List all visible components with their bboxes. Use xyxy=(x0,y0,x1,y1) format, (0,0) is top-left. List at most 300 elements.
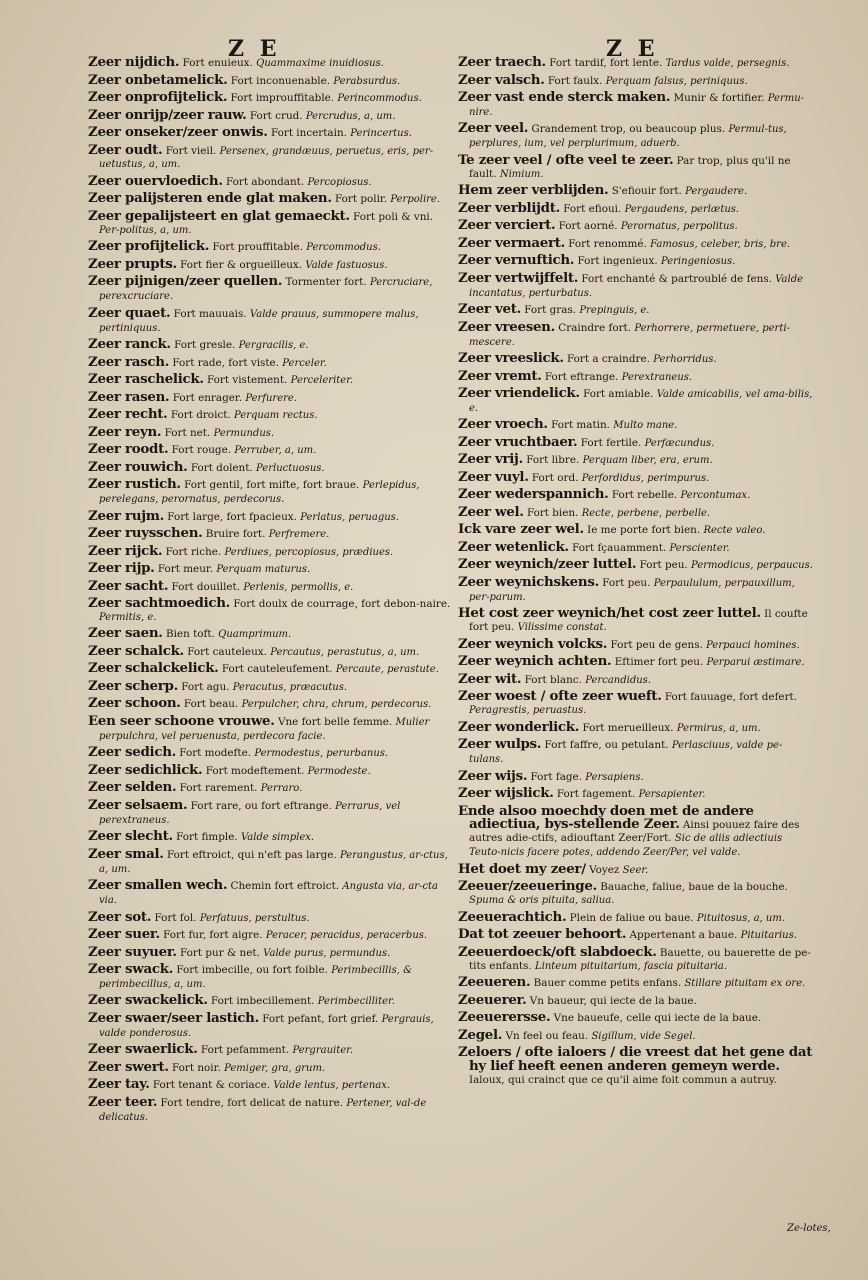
headword: Zeer slecht. xyxy=(88,828,173,845)
dictionary-entry xyxy=(88,507,456,525)
dictionary-entry xyxy=(88,943,456,961)
latin-gloss: Prepinguis, e. xyxy=(579,305,650,317)
headword: Zeer veel. xyxy=(458,120,529,137)
headword: Te zeer veel / ofte veel te zeer. xyxy=(458,151,674,168)
headword: Zeer onprofijtelick. xyxy=(88,89,228,105)
latin-gloss: Permu-nire. xyxy=(469,93,805,118)
french-gloss: Fort pefamment. xyxy=(197,1044,293,1057)
latin-gloss: Sigillum, vide Segel. xyxy=(591,1030,696,1042)
latin-gloss: Perrarus, vel perextraneus. xyxy=(99,800,401,826)
dictionary-entry xyxy=(458,234,816,252)
dictionary-entry xyxy=(88,845,456,877)
dictionary-entry xyxy=(458,1026,816,1044)
dictionary-entry xyxy=(88,597,456,625)
french-gloss: Fort blanc. xyxy=(521,673,586,686)
headword: Zeer schoon. xyxy=(88,695,181,712)
french-gloss: Fort cauteleux. xyxy=(183,645,271,658)
latin-gloss: Pituitosus, a, um. xyxy=(696,912,786,924)
french-gloss: Chemin fort eftroict. xyxy=(227,880,343,893)
latin-gloss: Perpaululum, perpauxillum, per-parum. xyxy=(469,577,795,603)
dictionary-entry xyxy=(88,830,456,845)
dictionary-entry xyxy=(88,91,456,106)
dictionary-entry xyxy=(458,418,816,433)
latin-gloss: Perluctuosus. xyxy=(256,462,325,474)
latin-gloss: Perfurere. xyxy=(245,392,298,404)
dictionary-entry xyxy=(458,523,816,538)
latin-gloss: Perquam rectus. xyxy=(234,410,318,422)
french-gloss: Fort droict. xyxy=(167,409,234,422)
latin-gloss: Pergrauis, valde ponderosus. xyxy=(99,1013,434,1039)
french-gloss: Fort efioui. xyxy=(559,202,625,215)
dictionary-entry xyxy=(88,1043,456,1058)
headword: Zeer selden. xyxy=(88,779,177,796)
dictionary-entry xyxy=(458,453,816,468)
dictionary-entry xyxy=(88,423,456,441)
french-gloss: Fort tardif, fort lente. xyxy=(545,57,666,69)
dictionary-entry xyxy=(88,172,456,190)
latin-gloss: Valde prauus, summopere malus, pertiniquus. xyxy=(99,308,419,334)
french-gloss: Fort a craindre. xyxy=(563,353,654,366)
latin-gloss: Perceleriter. xyxy=(290,375,354,387)
french-gloss: Fort dolent. xyxy=(187,461,257,474)
headword: Zeer suyuer. xyxy=(88,943,177,960)
latin-gloss: Perquam maturus. xyxy=(216,564,311,576)
dictionary-entry xyxy=(88,408,456,423)
latin-gloss: Percommodus. xyxy=(306,242,381,254)
dictionary-entry xyxy=(88,275,456,304)
dictionary-entry xyxy=(88,542,456,560)
latin-gloss: Perangustus, ar-ctus, a, um. xyxy=(99,849,448,875)
latin-gloss: Permirus, a, um. xyxy=(676,722,761,734)
latin-gloss: Percrudus, a, um. xyxy=(305,110,396,122)
headword: Zeer rasch. xyxy=(88,353,170,370)
latin-gloss: Permundus. xyxy=(213,427,275,439)
french-gloss: Fort abondant. xyxy=(222,175,308,188)
latin-gloss: Percaute, perastute. xyxy=(335,664,439,676)
headword: Zeer weynich volcks. xyxy=(458,635,608,652)
headword: Ende alsoo moechdy doen met de andere adiectiua, bys-stellende Zeer. xyxy=(458,802,754,833)
dictionary-entry xyxy=(88,338,456,353)
dictionary-entry xyxy=(88,963,456,992)
dictionary-entry xyxy=(458,91,816,120)
dictionary-entry xyxy=(88,1009,456,1041)
latin-gloss: Perlatus, peruagus. xyxy=(300,511,399,523)
headword: Zeer suer. xyxy=(88,926,160,943)
headword: Zeer wulps. xyxy=(458,736,542,753)
french-gloss: Fort gras. xyxy=(520,304,580,317)
french-gloss: Fort enchanté & partroublé de fens. xyxy=(578,272,776,285)
dictionary-entry xyxy=(88,71,456,89)
french-gloss: Fort bien. xyxy=(523,506,582,519)
dictionary-entry xyxy=(458,1046,816,1088)
french-gloss: Fort imbecille, ou fort foible. xyxy=(173,964,332,977)
headword: Zeer vermaert. xyxy=(458,234,565,251)
latin-gloss: Mulier perpulchra, vel peruenusta, perdecora facie. xyxy=(99,716,430,742)
headword: Zeer wetenlick. xyxy=(458,538,569,555)
headword: Zeer roodt. xyxy=(88,441,169,458)
dictionary-entry xyxy=(88,879,456,908)
latin-gloss: Pergracilis, e. xyxy=(238,340,309,352)
french-gloss: Fort renommé. xyxy=(564,237,651,250)
latin-gloss: Valde purus, permundus. xyxy=(263,947,391,959)
headword: Zeer swackelick. xyxy=(88,992,208,1009)
french-gloss: Fort doulx de courrage, fort debon-naire. xyxy=(230,598,451,611)
dictionary-entry xyxy=(88,908,456,926)
latin-gloss: Linteum pituitarium, fascia pituitaria. xyxy=(535,960,727,972)
french-gloss: Fort improuffitable. xyxy=(227,92,338,104)
french-gloss: Vne baueufe, celle qui iecte de la baue. xyxy=(550,1012,762,1025)
headword: Zeer vreesen. xyxy=(458,318,555,335)
headword: Dat tot zeeuer behoort. xyxy=(458,926,627,943)
dictionary-entry xyxy=(88,388,456,406)
dictionary-entry xyxy=(88,240,456,255)
french-gloss: Fort net. xyxy=(161,426,214,439)
headword: Zeer recht. xyxy=(88,406,168,423)
latin-gloss: Permodestus, perurbanus. xyxy=(254,748,389,760)
latin-gloss: Percontumax. xyxy=(680,490,751,502)
headword: Zeeuerer. xyxy=(458,991,527,1008)
headword: Zeer vrij. xyxy=(458,451,523,468)
latin-gloss: Peragrestis, peruastus. xyxy=(469,705,587,717)
dictionary-entry xyxy=(88,761,456,779)
dictionary-entry xyxy=(88,662,456,677)
latin-gloss: Perfremere. xyxy=(268,529,330,541)
french-gloss: Fort fol. xyxy=(151,911,200,924)
dictionary-entry xyxy=(458,151,816,182)
headword: Zeer verciert. xyxy=(458,217,556,234)
latin-gloss: Percruciare, perexcruciare. xyxy=(99,277,433,303)
french-gloss: Fort vistement. xyxy=(203,374,291,387)
dictionary-entry xyxy=(458,71,816,89)
latin-gloss: Perfæcundus. xyxy=(644,437,715,449)
french-gloss: Fort enrager. xyxy=(169,391,246,404)
french-gloss: Fort matin. xyxy=(547,419,614,432)
headword: Zeer vertwijffelt. xyxy=(458,269,579,286)
headword: Zeer onbetamelick. xyxy=(88,71,228,88)
headword: Een seer schoone vrouwe. xyxy=(88,712,275,729)
latin-gloss: Permitis, e. xyxy=(99,611,157,623)
latin-gloss: Angusta via, ar-cta via. xyxy=(99,881,439,907)
headword: Zeer reyn. xyxy=(88,423,162,440)
latin-gloss: Valde amicabilis, vel ama-bilis, e. xyxy=(469,389,813,414)
dictionary-entry xyxy=(88,126,456,141)
dictionary-entry xyxy=(458,352,816,367)
headword: Zeer wel. xyxy=(458,503,524,520)
dictionary-entry xyxy=(458,433,816,451)
french-gloss: Vn feel ou feau. xyxy=(502,1029,592,1042)
french-gloss: Eftimer fort peu. xyxy=(611,656,707,669)
latin-gloss: Perpauci homines. xyxy=(706,639,800,651)
french-gloss: Fort fçauamment. xyxy=(568,541,670,554)
headword: Zeer tay. xyxy=(88,1076,150,1093)
latin-gloss: Per-politus, a, um. xyxy=(99,224,192,236)
headword: Zeer wederspannich. xyxy=(458,486,609,503)
headword: Zeer palijsteren ende glat maken. xyxy=(88,190,332,207)
headword: Zeer vuyl. xyxy=(458,468,529,485)
dictionary-entry xyxy=(88,577,456,595)
dictionary-entry xyxy=(88,207,456,238)
headword: Zeer raschelick. xyxy=(88,371,204,388)
latin-gloss: Quamprimum. xyxy=(218,629,292,641)
latin-gloss: Permodicus, perpaucus. xyxy=(691,560,813,572)
headword: Zeer vast ende sterck maken. xyxy=(458,89,671,105)
dictionary-entry xyxy=(88,255,456,273)
dictionary-entry xyxy=(88,642,456,660)
latin-gloss: Percautus, perastutus, a, um. xyxy=(270,646,420,658)
dictionary-entry xyxy=(88,1058,456,1076)
dictionary-entry xyxy=(88,1093,456,1125)
latin-gloss: Perfatuus, perstultus. xyxy=(199,912,310,924)
dictionary-entry xyxy=(88,928,456,943)
headword: Zeer sachtmoedich. xyxy=(88,595,231,612)
headword: Zeer vriendelick. xyxy=(458,385,580,402)
headword: Het cost zeer weynich/het cost zeer luttel. xyxy=(458,605,761,622)
french-gloss: Fort peu. xyxy=(598,576,654,589)
dictionary-entry xyxy=(88,697,456,712)
french-gloss: Fort fage. xyxy=(527,770,586,783)
french-gloss: Fort eftrange. xyxy=(541,370,622,383)
latin-gloss: Perparui æstimare. xyxy=(706,657,805,669)
headword: Zeer vruchtbaer. xyxy=(458,433,578,450)
latin-gloss: Perabsurdus. xyxy=(333,75,401,87)
headword: Zeer vroech. xyxy=(458,416,548,433)
french-gloss: Tormenter fort. xyxy=(282,276,370,289)
latin-gloss: Pituitarius. xyxy=(740,930,797,942)
dictionary-entry xyxy=(458,219,816,234)
dictionary-entry xyxy=(88,994,456,1009)
dictionary-entry xyxy=(458,880,816,908)
latin-gloss: Pergrauiter. xyxy=(292,1045,354,1057)
latin-gloss: Perscienter. xyxy=(669,542,730,554)
headword: Zeeuerachtich. xyxy=(458,908,567,925)
dictionary-entry xyxy=(88,562,456,577)
headword: Zeer swaerlick. xyxy=(88,1041,198,1058)
french-gloss: Fort prouffitable. xyxy=(209,241,307,254)
latin-gloss: Perimbecillis, & perimbecillus, a, um. xyxy=(99,965,412,990)
headword: Zeeueren. xyxy=(458,974,531,991)
headword: Zeer scherp. xyxy=(88,677,178,694)
headword: Zeer rouwich. xyxy=(88,458,188,475)
french-gloss: Munir & fortifier. xyxy=(670,92,768,104)
latin-gloss: Perdiues, percopiosus, prædiues. xyxy=(224,546,394,558)
headword: Zeer swert. xyxy=(88,1058,169,1075)
dictionary-entry xyxy=(458,199,816,217)
dictionary-entry xyxy=(88,1078,456,1093)
right-column xyxy=(458,56,816,1090)
french-gloss: Fort ingenieux. xyxy=(574,255,661,268)
french-gloss: Fort crud. xyxy=(246,109,306,122)
latin-gloss: Spuma & oris pituita, saliua. xyxy=(469,895,615,907)
dictionary-entry xyxy=(88,746,456,761)
latin-gloss: Valde simplex. xyxy=(240,832,315,844)
french-gloss: Fort rarement. xyxy=(176,782,261,795)
french-gloss: Bruire fort. xyxy=(202,528,269,541)
dictionary-entry xyxy=(458,503,816,521)
french-gloss: Ie me porte fort bien. xyxy=(583,524,704,537)
french-gloss: Fort poli & vni. xyxy=(349,210,434,223)
french-gloss: Fort faulx. xyxy=(544,74,606,87)
french-gloss: Fort agu. xyxy=(177,680,233,693)
french-gloss: Fort faffre, ou petulant. xyxy=(541,739,672,752)
latin-gloss: Perlenis, permollis, e. xyxy=(243,581,354,593)
dictionary-entry xyxy=(458,303,816,318)
headword: Zeer nijdich. xyxy=(88,54,180,70)
french-gloss: Fort peu. xyxy=(636,559,692,572)
latin-gloss: Persapienter. xyxy=(638,789,706,801)
french-gloss: Bien toft. xyxy=(162,628,219,641)
latin-gloss: Perincommodus. xyxy=(337,93,422,104)
headword: Zeer schalck. xyxy=(88,642,184,659)
dictionary-entry xyxy=(458,787,816,802)
latin-gloss: Perfordidus, perimpurus. xyxy=(581,472,710,484)
headword: Zeer prupts. xyxy=(88,255,177,272)
latin-gloss: Permul-tus, perplures, ium, vel perplurimum, aduerb. xyxy=(469,124,787,150)
french-gloss: Fort mauuais. xyxy=(170,307,250,320)
french-gloss: Fort beau. xyxy=(180,698,242,711)
dictionary-entry xyxy=(88,627,456,642)
headword: Zeloers / ofte ialoers / die vreest dat het gene dat hy lief heeft eenen anderen gemeyn werde. xyxy=(458,1044,813,1074)
french-gloss: Fort peu de gens. xyxy=(607,638,707,651)
french-gloss: Fort rebelle. xyxy=(608,489,681,502)
french-gloss: Fort aorné. xyxy=(555,220,621,233)
headword: Zeeuer/zeeueringe. xyxy=(458,878,597,895)
dictionary-entry xyxy=(458,976,816,991)
french-gloss: Craindre fort. xyxy=(554,321,635,334)
dictionary-entry xyxy=(88,712,456,744)
dictionary-entry xyxy=(458,607,816,635)
french-gloss: Fort meur. xyxy=(154,563,217,576)
dictionary-entry xyxy=(458,767,816,785)
dictionary-entry xyxy=(458,655,816,670)
dictionary-entry xyxy=(458,690,816,718)
dictionary-entry xyxy=(458,802,816,861)
latin-gloss: Valde incantatus, perturbatus. xyxy=(469,273,804,299)
french-gloss: Fort polir. xyxy=(331,193,391,206)
headword: Zeer sacht. xyxy=(88,577,169,594)
latin-gloss: Pertener, val-de delicatus. xyxy=(99,1097,427,1123)
latin-gloss: Recte, perbene, perbelle. xyxy=(581,507,711,519)
french-gloss: Fort gentil, fort mifte, fort braue. xyxy=(180,479,363,492)
headword: Zeeuerdoeck/oft slabdoeck. xyxy=(458,943,657,960)
latin-gloss: Perhorridus. xyxy=(653,354,717,366)
latin-gloss: Tardus valde, persegnis. xyxy=(665,58,790,69)
headword: Zeer onrijp/zeer rauw. xyxy=(88,106,247,123)
headword: Zeer onseker/zeer onwis. xyxy=(88,124,268,140)
french-gloss: Fort fimple. xyxy=(172,831,241,844)
french-gloss: Vne fort belle femme. xyxy=(274,715,396,728)
french-gloss: Fort tendre, fort delicat de nature. xyxy=(157,1096,347,1109)
latin-gloss: Sic de aliis adiectiuis Teuto-nicis facere potes, addendo Zeer/Per, vel valde. xyxy=(469,833,783,859)
dictionary-entry xyxy=(88,141,456,173)
dictionary-entry xyxy=(88,373,456,388)
french-gloss: Bauer comme petits enfans. xyxy=(530,977,685,990)
headword: Zeer schalckelick. xyxy=(88,660,219,677)
dictionary-entry xyxy=(458,573,816,605)
latin-gloss: Pergaudens, perlætus. xyxy=(624,203,740,215)
headword: Zeer ruysschen. xyxy=(88,525,203,542)
latin-gloss: Famosus, celeber, bris, bre. xyxy=(650,238,791,250)
headword: Zeer traech. xyxy=(458,54,546,70)
page-header-right: Z E xyxy=(606,36,659,62)
dictionary-entry xyxy=(88,527,456,542)
french-gloss: Fort inconuenable. xyxy=(227,74,334,87)
french-gloss: Fort eftroict, qui n'eft pas large. xyxy=(163,848,340,861)
french-gloss: Fort large, fort fpacieux. xyxy=(164,510,301,523)
dictionary-entry xyxy=(458,991,816,1009)
latin-gloss: Pemiger, gra, grum. xyxy=(224,1062,326,1074)
french-gloss: S'efiouir fort. xyxy=(608,185,686,198)
dictionary-entry xyxy=(458,558,816,573)
headword: Zeer weynich achten. xyxy=(458,653,612,670)
headword: Zeer weynich/zeer luttel. xyxy=(458,556,637,573)
french-gloss: Fort rouge. xyxy=(168,444,235,457)
french-gloss: Fort noir. xyxy=(168,1061,225,1074)
dictionary-entry xyxy=(88,443,456,458)
latin-gloss: Percopiosus. xyxy=(307,176,372,188)
headword: Zeer valsch. xyxy=(458,71,545,88)
headword: Zeer teer. xyxy=(88,1093,158,1110)
french-gloss: Fort fauuage, fort defert. xyxy=(661,691,798,704)
french-gloss: Fort amiable. xyxy=(579,388,657,401)
left-column xyxy=(88,56,456,1127)
headword: Zeer selsaem. xyxy=(88,796,188,813)
latin-gloss: Perincertus. xyxy=(350,128,412,139)
latin-gloss: Perquam falsus, periniquus. xyxy=(605,75,748,87)
french-gloss: Voyez xyxy=(585,863,623,876)
headword: Zeer quaet. xyxy=(88,304,171,321)
headword: Zeer wijslick. xyxy=(458,785,554,802)
dictionary-entry xyxy=(458,943,816,974)
french-gloss: Appertenant a baue. xyxy=(626,929,741,942)
headword: Ick vare zeer wel. xyxy=(458,521,584,538)
latin-gloss: Perlepidus, perelegans, perornatus, perdecorus. xyxy=(99,480,420,506)
dictionary-entry xyxy=(458,367,816,385)
headword: Zeer ranck. xyxy=(88,336,171,353)
headword: Zeer smallen wech. xyxy=(88,877,228,894)
french-gloss: Fort gresle. xyxy=(170,339,239,352)
page-header-left: Z E xyxy=(228,36,281,62)
latin-gloss: Perhorrere, permetuere, perti-mescere. xyxy=(469,322,790,348)
headword: Zeer sot. xyxy=(88,908,152,925)
dictionary-entry xyxy=(458,184,816,199)
headword: Zeer pijnigen/zeer quellen. xyxy=(88,273,283,290)
dictionary-entry xyxy=(88,458,456,476)
headword: Zeer swack. xyxy=(88,961,174,978)
dictionary-entry xyxy=(458,468,816,486)
dictionary-entry xyxy=(88,478,456,507)
dictionary-entry xyxy=(88,304,456,336)
dictionary-entry xyxy=(458,928,816,943)
latin-gloss: Persapiens. xyxy=(585,771,644,783)
latin-gloss: Perlasciuus, valde pe-tulans. xyxy=(469,740,783,766)
latin-gloss: Pergaudere. xyxy=(685,186,748,198)
french-gloss: Fort fur, fort aigre. xyxy=(159,929,266,942)
latin-gloss: Valde fastuosus. xyxy=(305,259,388,271)
dictionary-entry xyxy=(88,192,456,207)
headword: Zeer profijtelick. xyxy=(88,238,210,255)
headword: Zeer verblijdt. xyxy=(458,199,560,216)
headword: Zeer wonderlick. xyxy=(458,718,580,735)
french-gloss: Vn baueur, qui iecte de la baue. xyxy=(526,994,697,1007)
french-gloss: Fort rare, ou fort eftrange. xyxy=(187,799,336,812)
latin-gloss: Valde lentus, pertenax. xyxy=(273,1080,391,1092)
dictionary-entry xyxy=(88,353,456,371)
latin-gloss: Perextraneus. xyxy=(621,371,693,383)
french-gloss: Fort douillet. xyxy=(168,580,244,593)
latin-gloss: Vilissime constat. xyxy=(517,622,607,634)
latin-gloss: Permodeste. xyxy=(307,765,371,777)
french-gloss: Fort fier & orgueilleux. xyxy=(176,258,306,271)
